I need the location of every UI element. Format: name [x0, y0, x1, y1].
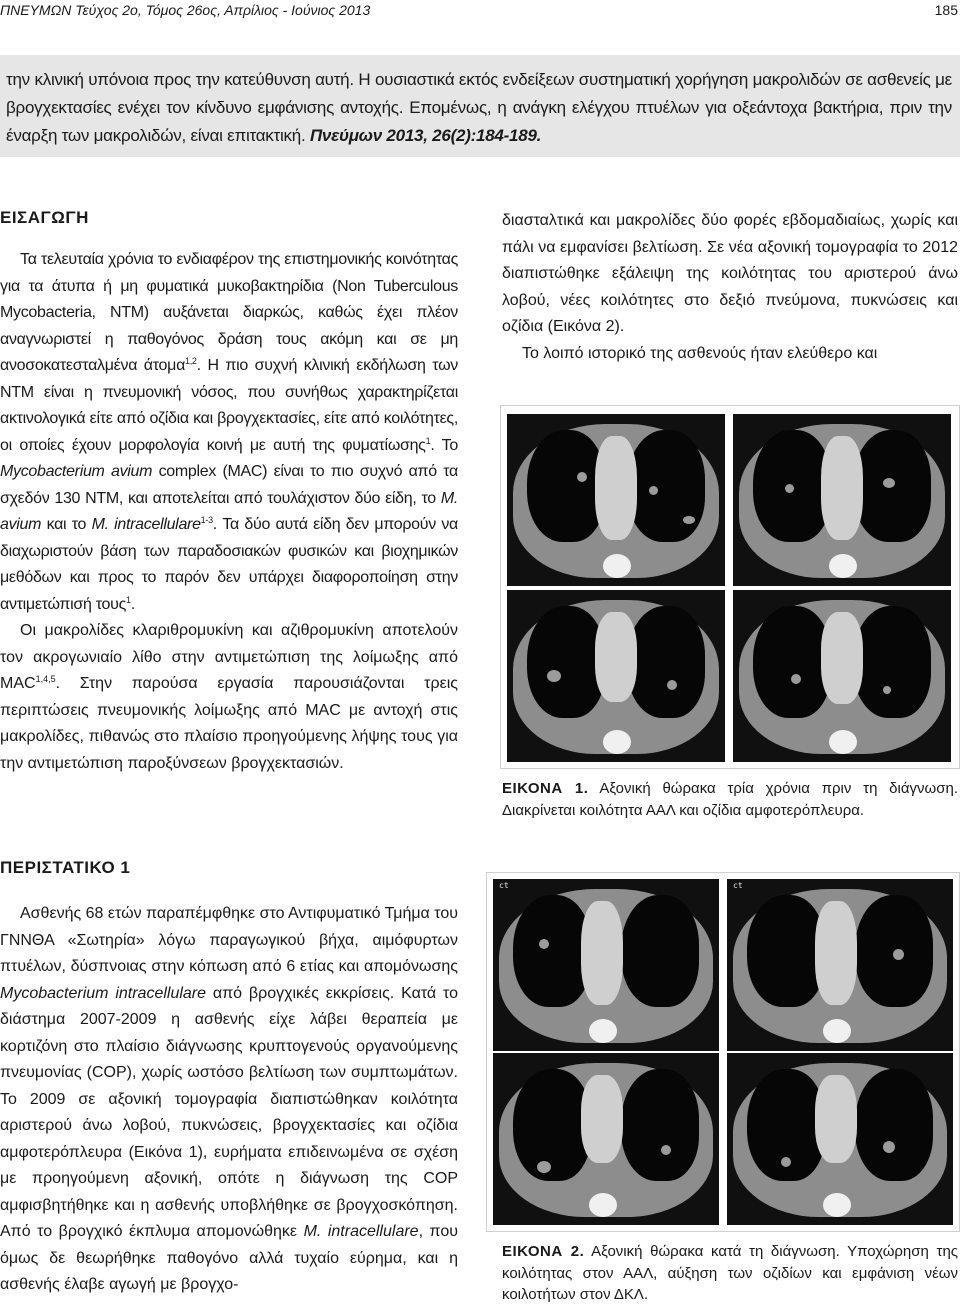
figure-1-label: ΕΙΚΟΝΑ 1. — [502, 780, 589, 797]
species-name: Mycobacterium intracellulare — [0, 984, 207, 1002]
case1-body — [0, 901, 458, 1299]
right-paragraph-2: Το λοιπό ιστορικό της ασθενούς ήταν ελεύθερο και — [522, 344, 878, 362]
running-head — [0, 0, 960, 22]
abstract-text — [0, 55, 960, 150]
ct-slice — [733, 414, 951, 586]
figure-2-caption-text: Αξονική θώρακα κατά τη διάγνωση. Υποχώρηση της κοιλότητας στον ΑΑΛ, αύξηση των οζιδίων και εμφάνιση νέων κοιλοτήτων στον ΔΚΛ. — [502, 1243, 959, 1303]
species-name: M. intracellulare — [303, 1223, 419, 1240]
ct-slice: ct — [493, 879, 719, 1051]
case1-paragraph — [0, 901, 458, 1299]
figure-1-caption — [502, 778, 958, 821]
case1-text-c: , που όμως δε θεωρήθηκε παθογόνο αλλά τυχαίο εύρημα, και η ασθενής έλαβε αγωγή με βρογχο- — [0, 1223, 459, 1293]
intro-body — [0, 247, 458, 777]
ref-sup: 1-3 — [200, 515, 213, 525]
figure-1-image — [500, 405, 960, 769]
intro-p1-text-f: . Τα δύο αυτά είδη δεν μπορούν να διαχωριστούν βάση των παραδοσιακών φυσικών και βιοχημικών μεθόδων και προς το παρόν δεν υπάρχει διαφοροποίηση στην αντιμετώπισή τους — [0, 516, 458, 613]
abstract-box — [0, 55, 960, 157]
intro-p1-text-d: complex (MAC) είναι το πιο συχνό από τα σχεδόν 130 NTM, και αποτελείται από τουλάχιστον δύο είδη, το — [0, 463, 458, 507]
intro-p1-text-b: . Η πιο συχνή κλινική εκδήλωση των NTM είναι η πνευμονική νόσος, που συνήθως χαρακτηρίζεται ακτινολογικά είτε από οζίδια και βρογχεκτασίες, είτε από κοιλότητες, οι οποίες έχουν μορφολογία κοινή με αυτή της φυματίωσης — [0, 357, 458, 454]
figure-2-label: ΕΙΚΟΝΑ 2. — [502, 1243, 585, 1260]
intro-p2-text-b: . Στην παρούσα εργασία παρουσιάζονται τρεις περιπτώσεις πνευμονικής λοίμωξης από MAC με αντοχή στις μακρολίδες, πιθανώς στο πλαίσιο προηγούμενης λήψης τους για την αντιμετώπιση παροξύνσεων βρογχεκτασιών. — [0, 675, 458, 772]
species-name: M. intracellulare — [91, 516, 201, 533]
ref-sup: 1,2 — [185, 356, 197, 366]
intro-p1-text-a: Τα τελευταία χρόνια το ενδιαφέρον της επιστημονικής κοινότητας για τα άτυπα ή μη φυματικά μυκοβακτηρίδια (Non Tuberculous Mycobacteria, NTM) αυξάνεται διαρκώς, καθώς έχει πλέον αναγνωριστεί η παθογόνος δράση τους ακόμη και σε μη ανοσοκατεσταλμένα άτομα — [0, 251, 458, 374]
ref-sup: 1 — [126, 594, 131, 605]
abstract-citation: Πνεύμων 2013, 26(2):184-189. — [309, 126, 542, 145]
right-paragraph-1: διασταλτικά και μακρολίδες δύο φορές εβδομαδιαίως, χωρίς και πάλι να εμφανίσει βελτίωση. Σε νέα αξονική τομογραφία το 2012 διαπιστώθηκε εξάλειψη της κοιλότητας του αριστερού άνω λοβού, νέες κοιλότητες στο δεξιό πνεύμονα, πυκνώσεις και οζίδια (Εικόνα 2). — [502, 212, 958, 335]
ref-sup: 1,4,5 — [35, 674, 56, 684]
journal-name: ΠΝΕΥΜΩΝ Τεύχος 2ο, Τόμος 26ος, Απρίλιος - Ιούνιος 2013 — [0, 2, 371, 18]
figure-2-image — [486, 872, 960, 1232]
case1-heading: ΠΕΡΙΣΤΑΤΙΚΟ 1 — [0, 858, 131, 877]
ct-slice — [507, 590, 725, 762]
ct-slice — [493, 1053, 719, 1225]
right-column-text — [502, 208, 958, 367]
ct-slice — [507, 414, 725, 586]
intro-p1-text-g: . — [130, 595, 135, 613]
page-number: 185 — [934, 2, 958, 18]
intro-p2-text-a: Οι μακρολίδες κλαριθρομυκίνη και αζιθρομυκίνη αποτελούν τον ακρογωνιαίο λίθο στην αντιμετώπιση της λοίμωξης από MAC — [0, 622, 458, 692]
case1-text-b: από βρογχικές εκκρίσεις. Κατά το διάστημα 2007-2009 η ασθενής είχε λάβει θεραπεία με κορτιζόνη στο πλαίσιο διάγνωσης κρυπτογενούς οργανούμενης πνευμονίας (COP), χωρίς ωστόσο βελτίωση των συμπτωμάτων. Το 2009 σε αξονική τομογραφία διαπιστώθηκαν κοιλότητα αριστερού άνω λοβού, πυκνώσεις, βρογχεκτασίες και οζίδια αμφοτερόπλευρα (Εικόνα 1), ευρήματα επιδεινωμένα σε σχέση με προηγούμενη αξονική, οπότε η διάγνωση της COP αμφισβητήθηκε και η ασθενής υποβλήθηκε σε βρογχοσκόπηση. Από το βρογχικό έκπλυμα απομονώθηκε — [0, 984, 458, 1240]
intro-p1-text-c: . Το — [430, 436, 458, 454]
ref-sup: 1 — [425, 435, 431, 446]
intro-paragraph-2 — [0, 618, 458, 777]
species-name: Mycobacterium avium — [0, 463, 153, 480]
ct-slice — [733, 590, 951, 762]
intro-p1-text-e: και το — [41, 516, 92, 533]
figure-1-caption-text: Αξονική θώρακα τρία χρόνια πριν τη διάγνωση. Διακρίνεται κοιλότητα ΑΑΛ και οζίδια αμφοτερόπλευρα. — [502, 780, 959, 819]
ct-slice: ct — [727, 879, 953, 1051]
case1-text-a: Ασθενής 68 ετών παραπέμφθηκε στο Αντιφυματικό Τμήμα του ΓΝΝΘΑ «Σωτηρία» λόγω παραγωγικού βήχα, αιμόφυρτων πτυέλων, δύσπνοιας στην κόπωση από 6 ετίας και απομόνωσης — [0, 905, 458, 975]
intro-paragraph-1 — [0, 247, 458, 618]
abstract-body: την κλινική υπόνοια προς την κατεύθυνση αυτή. Η ουσιαστικά εκτός ενδείξεων συστηματική χορήγηση μακρολιδών σε ασθενείς με βρογχεκτασίες ενέχει τον κίνδυνο εμφάνισης αντοχής. Επομένως, η ανάγκη ελέγχου πτυέλων για οξεάντοχα βακτήρια, πριν την έναρξη των μακρολιδών, είναι επιτακτική. — [6, 70, 952, 145]
species-name: M. avium — [0, 489, 458, 533]
intro-heading: ΕΙΣΑΓΩΓΗ — [0, 208, 89, 227]
ct-slice — [727, 1053, 953, 1225]
figure-2-caption — [502, 1241, 958, 1306]
